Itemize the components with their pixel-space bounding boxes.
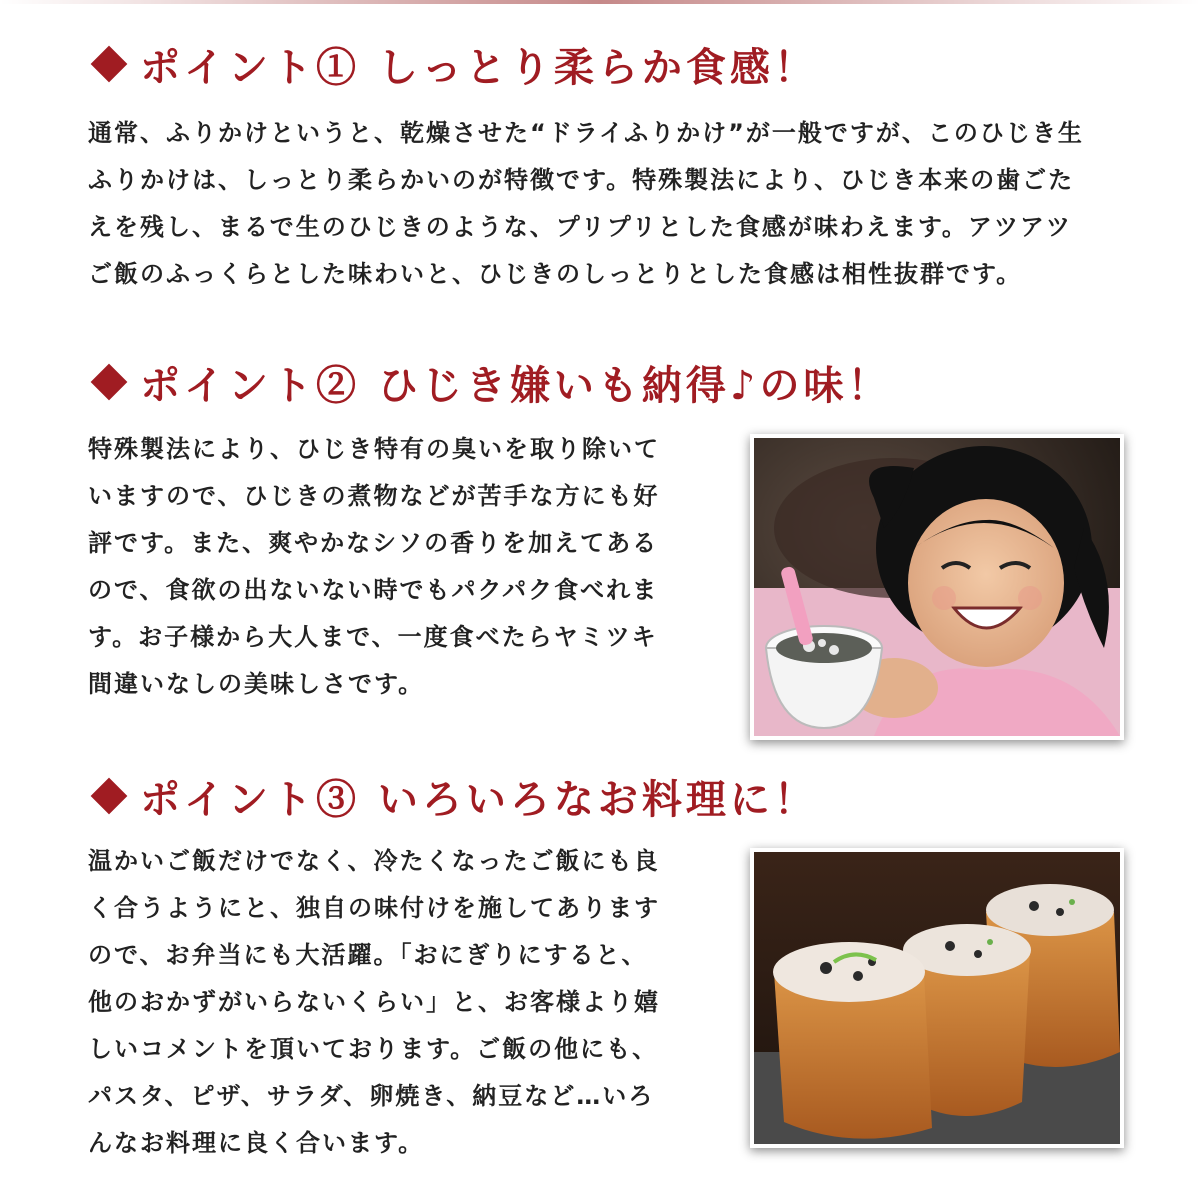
- point-1-body: [88, 110, 1128, 298]
- body-line: 他のおかずがいらないくらい」と、お客様より嬉: [88, 988, 660, 1016]
- diamond-bullet-icon: [91, 46, 128, 83]
- body-line: しいコメントを頂いております。ご飯の他にも、: [88, 1035, 659, 1063]
- girl-eating-illustration: [754, 438, 1120, 736]
- point-2-title: ポイント② ひじき嫌いも納得♪の味！: [140, 361, 892, 409]
- body-line: す。お子様から大人まで、一度食べたらヤミツキ: [88, 623, 658, 651]
- body-line: 温かいご飯だけでなく、冷たくなったご飯にも良: [88, 847, 660, 875]
- body-line: んなお料理に良く合います。: [88, 1129, 425, 1157]
- body-line: く合うようにと、独自の味付けを施してあります: [88, 894, 660, 922]
- body-line: 通常、ふりかけというと、乾燥させた“ドライふりかけ”が一般ですが、このひじき生: [88, 119, 1084, 147]
- body-line: 評です。また、爽やかなシソの香りを加えてある: [88, 529, 659, 557]
- diamond-bullet-icon: [91, 778, 128, 815]
- inari-sushi-photo: [750, 848, 1124, 1148]
- body-line: 特殊製法により、ひじき特有の臭いを取り除いて: [88, 435, 660, 463]
- point-1-heading: [88, 34, 818, 94]
- girl-eating-photo: [750, 434, 1124, 740]
- body-line: ご飯のふっくらとした味わいと、ひじきのしっとりとした食感は相性抜群です。: [88, 260, 1023, 288]
- body-line: ので、お弁当にも大活躍。「おにぎりにすると、: [88, 941, 648, 969]
- top-divider: [0, 0, 1200, 4]
- body-line: パスタ、ピザ、サラダ、卵焼き、納豆など…いろ: [88, 1082, 655, 1110]
- point-2-heading: [88, 352, 891, 412]
- body-line: えを残し、まるで生のひじきのような、プリプリとした食感が味わえます。アツアツ: [88, 213, 1072, 241]
- point-2-body: [88, 426, 708, 708]
- point-1-title: ポイント① しっとり柔らか食感！: [140, 43, 818, 91]
- point-3-body: [88, 838, 708, 1167]
- body-line: ので、食欲の出ないない時でもパクパク食べれま: [88, 576, 659, 604]
- point-3-title: ポイント③ いろいろなお料理に！: [140, 775, 818, 823]
- body-line: いますので、ひじきの煮物などが苦手な方にも好: [88, 482, 660, 510]
- body-line: ふりかけは、しっとり柔らかいのが特徴です。特殊製法により、ひじき本来の歯ごた: [88, 166, 1075, 194]
- inari-sushi-illustration: [754, 852, 1120, 1144]
- diamond-bullet-icon: [91, 364, 128, 401]
- body-line: 間違いなしの美味しさです。: [88, 670, 425, 698]
- point-3-heading: [88, 766, 818, 826]
